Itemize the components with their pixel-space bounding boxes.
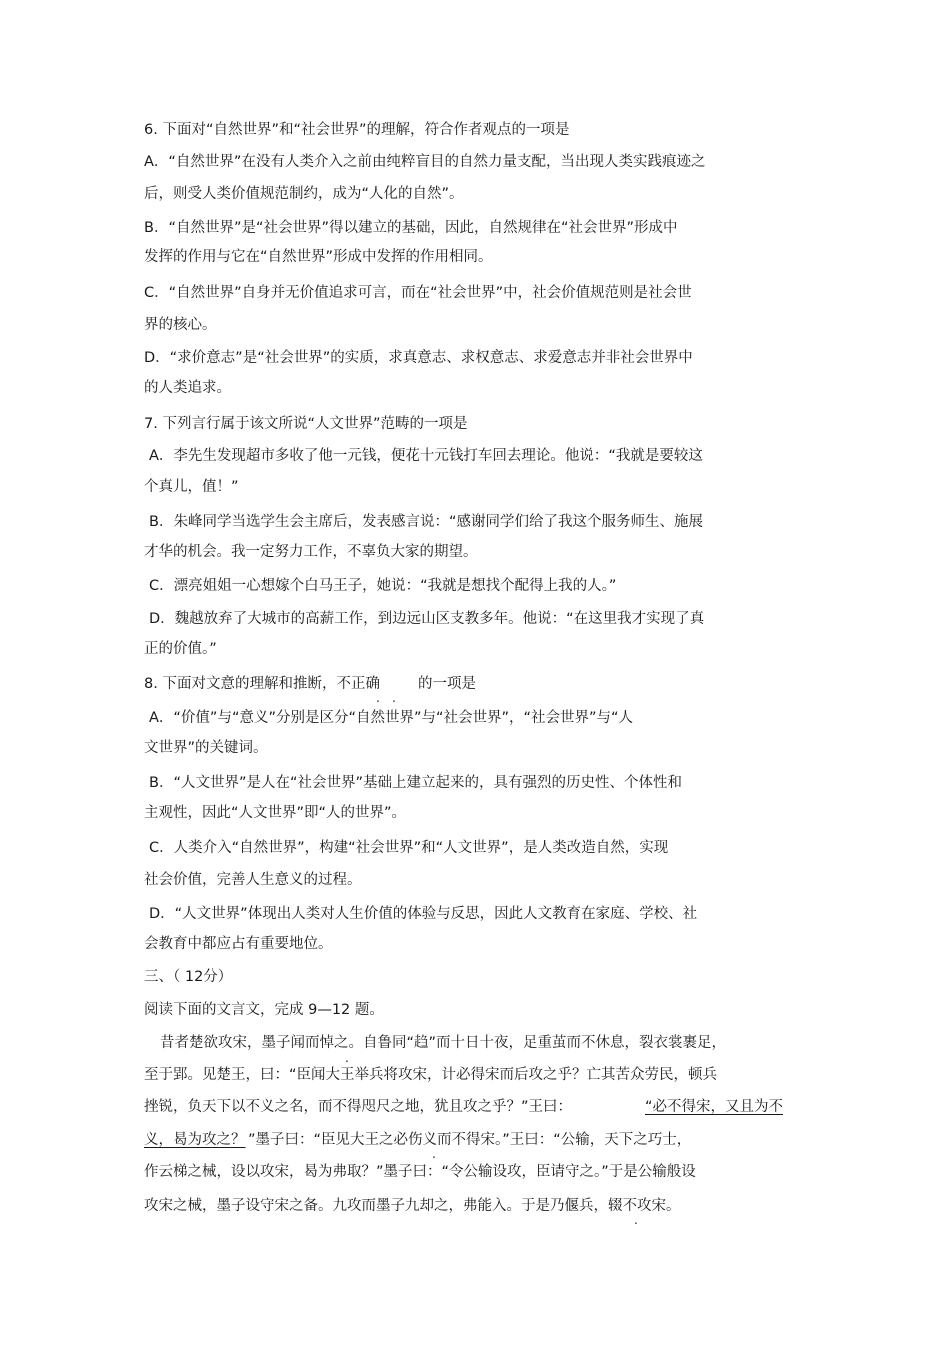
option-6a-line2: 后，则受人类价值规范制约，成为“人化的自然”。 — [144, 186, 464, 202]
option-8c-line1: C．人类介入“自然世界”，构建“社会世界”和“人文世界”，是人类改造自然，实现 — [149, 840, 669, 856]
option-6b-line1: B．“自然世界”是“社会世界”得以建立的基础，因此，自然规律在“社会世界”形成中 — [144, 220, 678, 236]
option-7d-line1: D．魏越放弃了大城市的高薪工作，到边远山区支教多年。他说：“在这里我才实现了真 — [149, 611, 705, 627]
passage-underlined-sentence: “必不得宋，又且为不 — [645, 1099, 784, 1115]
option-7b-line1: B．朱峰同学当选学生会主席后，发表感言说：“感谢同学们给了我这个服务师生、施展 — [149, 514, 703, 530]
option-8c-line2: 社会价值，完善人生意义的过程。 — [144, 872, 362, 888]
passage-underlined-sentence: 义，曷为攻之？ — [144, 1132, 246, 1148]
option-7a-line2: 个真儿，值！” — [144, 479, 239, 495]
option-7c-line1: C．漂亮姐姐一心想嫁个白马王子，她说：“我就是想找个配得上我的人。” — [149, 578, 617, 594]
emphasis-dot-mark: . — [392, 691, 396, 705]
option-6c-line1: C．“自然世界”自身并无价值追求可言，而在“社会世界”中，社会价值规范则是社会世 — [144, 285, 692, 301]
option-8d-line1: D．“人文世界”体现出人类对人生价值的体验与反思，因此人文教育在家庭、学校、社 — [149, 906, 698, 922]
emphasis-dot-mark: . — [376, 691, 380, 705]
option-8b-line2: 主观性，因此“人文世界”即“人的世界”。 — [144, 805, 407, 821]
passage-line: ”墨子曰：“臣见大王之必伤义而不得宋。”王曰：“公输，天下之巧士， — [248, 1132, 692, 1148]
option-8b-line1: B．“人文世界”是人在“社会世界”基础上建立起来的，具有强烈的历史性、个体性和 — [149, 775, 682, 791]
question-6-stem: 6. 下面对“自然世界”和“社会世界”的理解，符合作者观点的一项是 — [144, 122, 570, 138]
option-8a-line1: A．“价值”与“意义”分别是区分“自然世界”与“社会世界”，“社会世界”与“人 — [149, 710, 634, 726]
passage-line: 攻宋之械，墨子设守宋之备。九攻而墨子九却之，弗能入。于是乃偃兵，辍不攻宋。 — [144, 1198, 681, 1214]
passage-line: 挫锐，负天下以不义之名，而不得咫尺之地，犹且攻之乎？”王曰： — [144, 1099, 573, 1115]
passage-line: 昔者楚欲攻宋，墨子闻而悼之。自鲁同“趋”而十日十夜，足重茧而不休息，裂衣裳裹足， — [160, 1035, 727, 1051]
option-7b-line2: 才华的机会。我一定努力工作，不辜负大家的期望。 — [144, 544, 478, 560]
option-8a-line2: 文世界”的关键词。 — [144, 740, 268, 756]
option-8d-line2: 会教育中都应占有重要地位。 — [144, 936, 333, 952]
option-7a-line1: A．李先生发现超市多收了他一元钱，便花十元钱打车回去理论。他说：“我就是要较这 — [149, 448, 703, 464]
option-7d-line2: 正的价值。” — [144, 641, 217, 657]
passage-line: 作云梯之械，设以攻宋，曷为弗取？”墨子曰：“令公输设攻，臣请守之。”于是公输般设 — [144, 1164, 696, 1180]
option-6b-line2: 发挥的作用与它在“自然世界”形成中发挥的作用相同。 — [144, 249, 493, 265]
question-7-stem: 7. 下列言行属于该文所说“人文世界”范畴的一项是 — [144, 416, 468, 432]
option-6d-line1: D．“求价意志”是“社会世界”的实质，求真意志、求权意志、求爱意志并非社会世界中 — [144, 350, 693, 366]
section-3-instruction: 阅读下面的文言文，完成 9—12 题。 — [144, 1002, 384, 1018]
passage-line: 至于郢。见楚王，曰：“臣闻大王举兵将攻宋，计必得宋而后攻之乎？亡其苦众劳民，顿兵 — [144, 1067, 718, 1083]
question-8-stem-part1: 8. 下面对文意的理解和推断，不正确 — [144, 676, 380, 692]
emphasis-dot-mark: . — [432, 1147, 436, 1161]
section-3-heading: 三、（ 12分） — [144, 969, 233, 985]
option-6d-line2: 的人类追求。 — [144, 380, 231, 396]
option-6a-line1: A．“自然世界”在没有人类介入之前由纯粹盲目的自然力量支配，当出现人类实践痕迹之 — [144, 154, 706, 170]
option-6c-line2: 界的核心。 — [144, 317, 217, 333]
emphasis-dot-mark: . — [345, 1051, 349, 1065]
question-8-stem-part2: 的一项是 — [418, 676, 476, 692]
emphasis-dot-mark: . — [634, 1213, 638, 1227]
